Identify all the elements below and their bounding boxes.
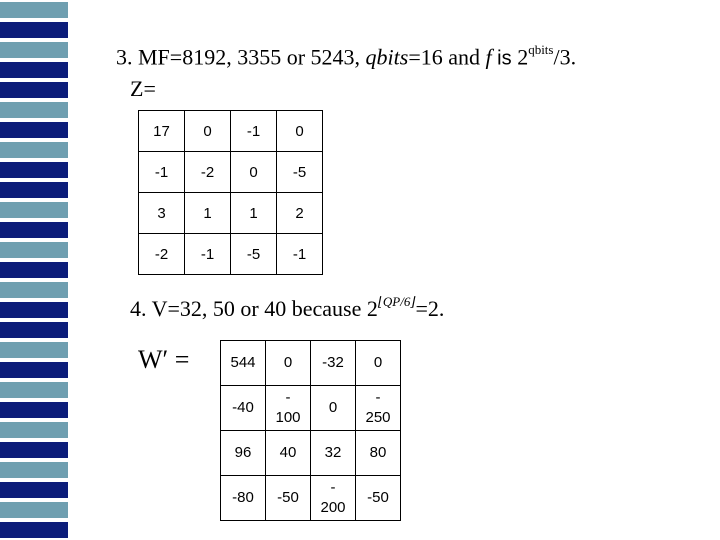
w-prime-matrix [220,340,401,521]
w-matrix-cell: 40 [266,431,311,476]
stripe-block [0,322,68,338]
stripe-block [0,182,68,198]
stripe-block [0,402,68,418]
z-matrix-cell: 0 [277,111,323,152]
stripe-block [0,522,68,538]
w-matrix-cell: -32 [311,341,356,386]
z-matrix-cell: -2 [185,152,231,193]
z-matrix-cell: -1 [185,234,231,275]
divide-three: /3. [553,44,577,70]
stripe-block [0,282,68,298]
w-matrix-cell: 32 [311,431,356,476]
z-matrix-cell: 1 [185,193,231,234]
z-matrix-row [139,111,323,152]
stripe-block [0,462,68,478]
w-matrix-cell: 544 [221,341,266,386]
w-matrix-cell: 0 [266,341,311,386]
item-3-prefix: 3. MF=8192, 3355 or 5243, [116,44,366,70]
w-matrix-cell: -80 [221,476,266,521]
stripe-block [0,22,68,38]
z-matrix-row [139,152,323,193]
z-matrix-row [139,234,323,275]
z-matrix-cell: -5 [277,152,323,193]
z-matrix-cell: 17 [139,111,185,152]
z-matrix-cell: -1 [277,234,323,275]
base-two: 2 [517,44,529,70]
f-term: f [485,44,492,70]
w-matrix-cell: -40 [221,386,266,431]
stripe-block [0,202,68,218]
z-matrix-cell: 0 [185,111,231,152]
item-4-text [130,296,444,322]
w-matrix-cell: - 200 [311,476,356,521]
stripe-block [0,82,68,98]
w-matrix-row [221,476,401,521]
qp-exponent: ⌊QP/6⌋ [377,294,416,309]
w-matrix-cell: - 100 [266,386,311,431]
item-3-text [116,44,576,70]
stripe-block [0,442,68,458]
w-prime-label: W′ = [138,345,190,374]
qbits-value: =16 and [408,44,486,70]
z-label: Z= [130,76,156,101]
z-matrix-cell: -1 [231,111,277,152]
stripe-block [0,142,68,158]
stripe-block [0,262,68,278]
stripe-block [0,122,68,138]
z-matrix-cell: -2 [139,234,185,275]
stripe-block [0,362,68,378]
z-matrix-cell: 2 [277,193,323,234]
stripe-block [0,62,68,78]
decorative-stripe [0,0,68,540]
w-matrix-row [221,341,401,386]
stripe-block [0,2,68,18]
w-matrix-cell: 0 [311,386,356,431]
z-matrix-cell: 0 [231,152,277,193]
stripe-block [0,482,68,498]
qbits-exponent: qbits [528,42,554,57]
is-word: is [491,47,518,70]
stripe-block [0,502,68,518]
z-matrix-cell: 3 [139,193,185,234]
stripe-block [0,242,68,258]
stripe-block [0,102,68,118]
z-matrix-row [139,193,323,234]
stripe-block [0,302,68,318]
z-matrix-cell: -1 [139,152,185,193]
stripe-block [0,42,68,58]
w-matrix-cell: - 250 [356,386,401,431]
w-matrix-cell: -50 [266,476,311,521]
w-matrix-cell: -50 [356,476,401,521]
w-matrix-row [221,386,401,431]
w-matrix-row [221,431,401,476]
item-4-prefix: 4. V=32, 50 or 40 because 2 [130,296,378,321]
stripe-block [0,342,68,358]
qbits-term: qbits [365,44,409,70]
stripe-block [0,422,68,438]
w-matrix-cell: 96 [221,431,266,476]
z-matrix [138,110,323,275]
w-matrix-cell: 0 [356,341,401,386]
stripe-block [0,162,68,178]
w-matrix-cell: 80 [356,431,401,476]
stripe-block [0,382,68,398]
z-matrix-cell: -5 [231,234,277,275]
item-4-suffix: =2. [415,296,445,321]
stripe-block [0,222,68,238]
z-matrix-cell: 1 [231,193,277,234]
